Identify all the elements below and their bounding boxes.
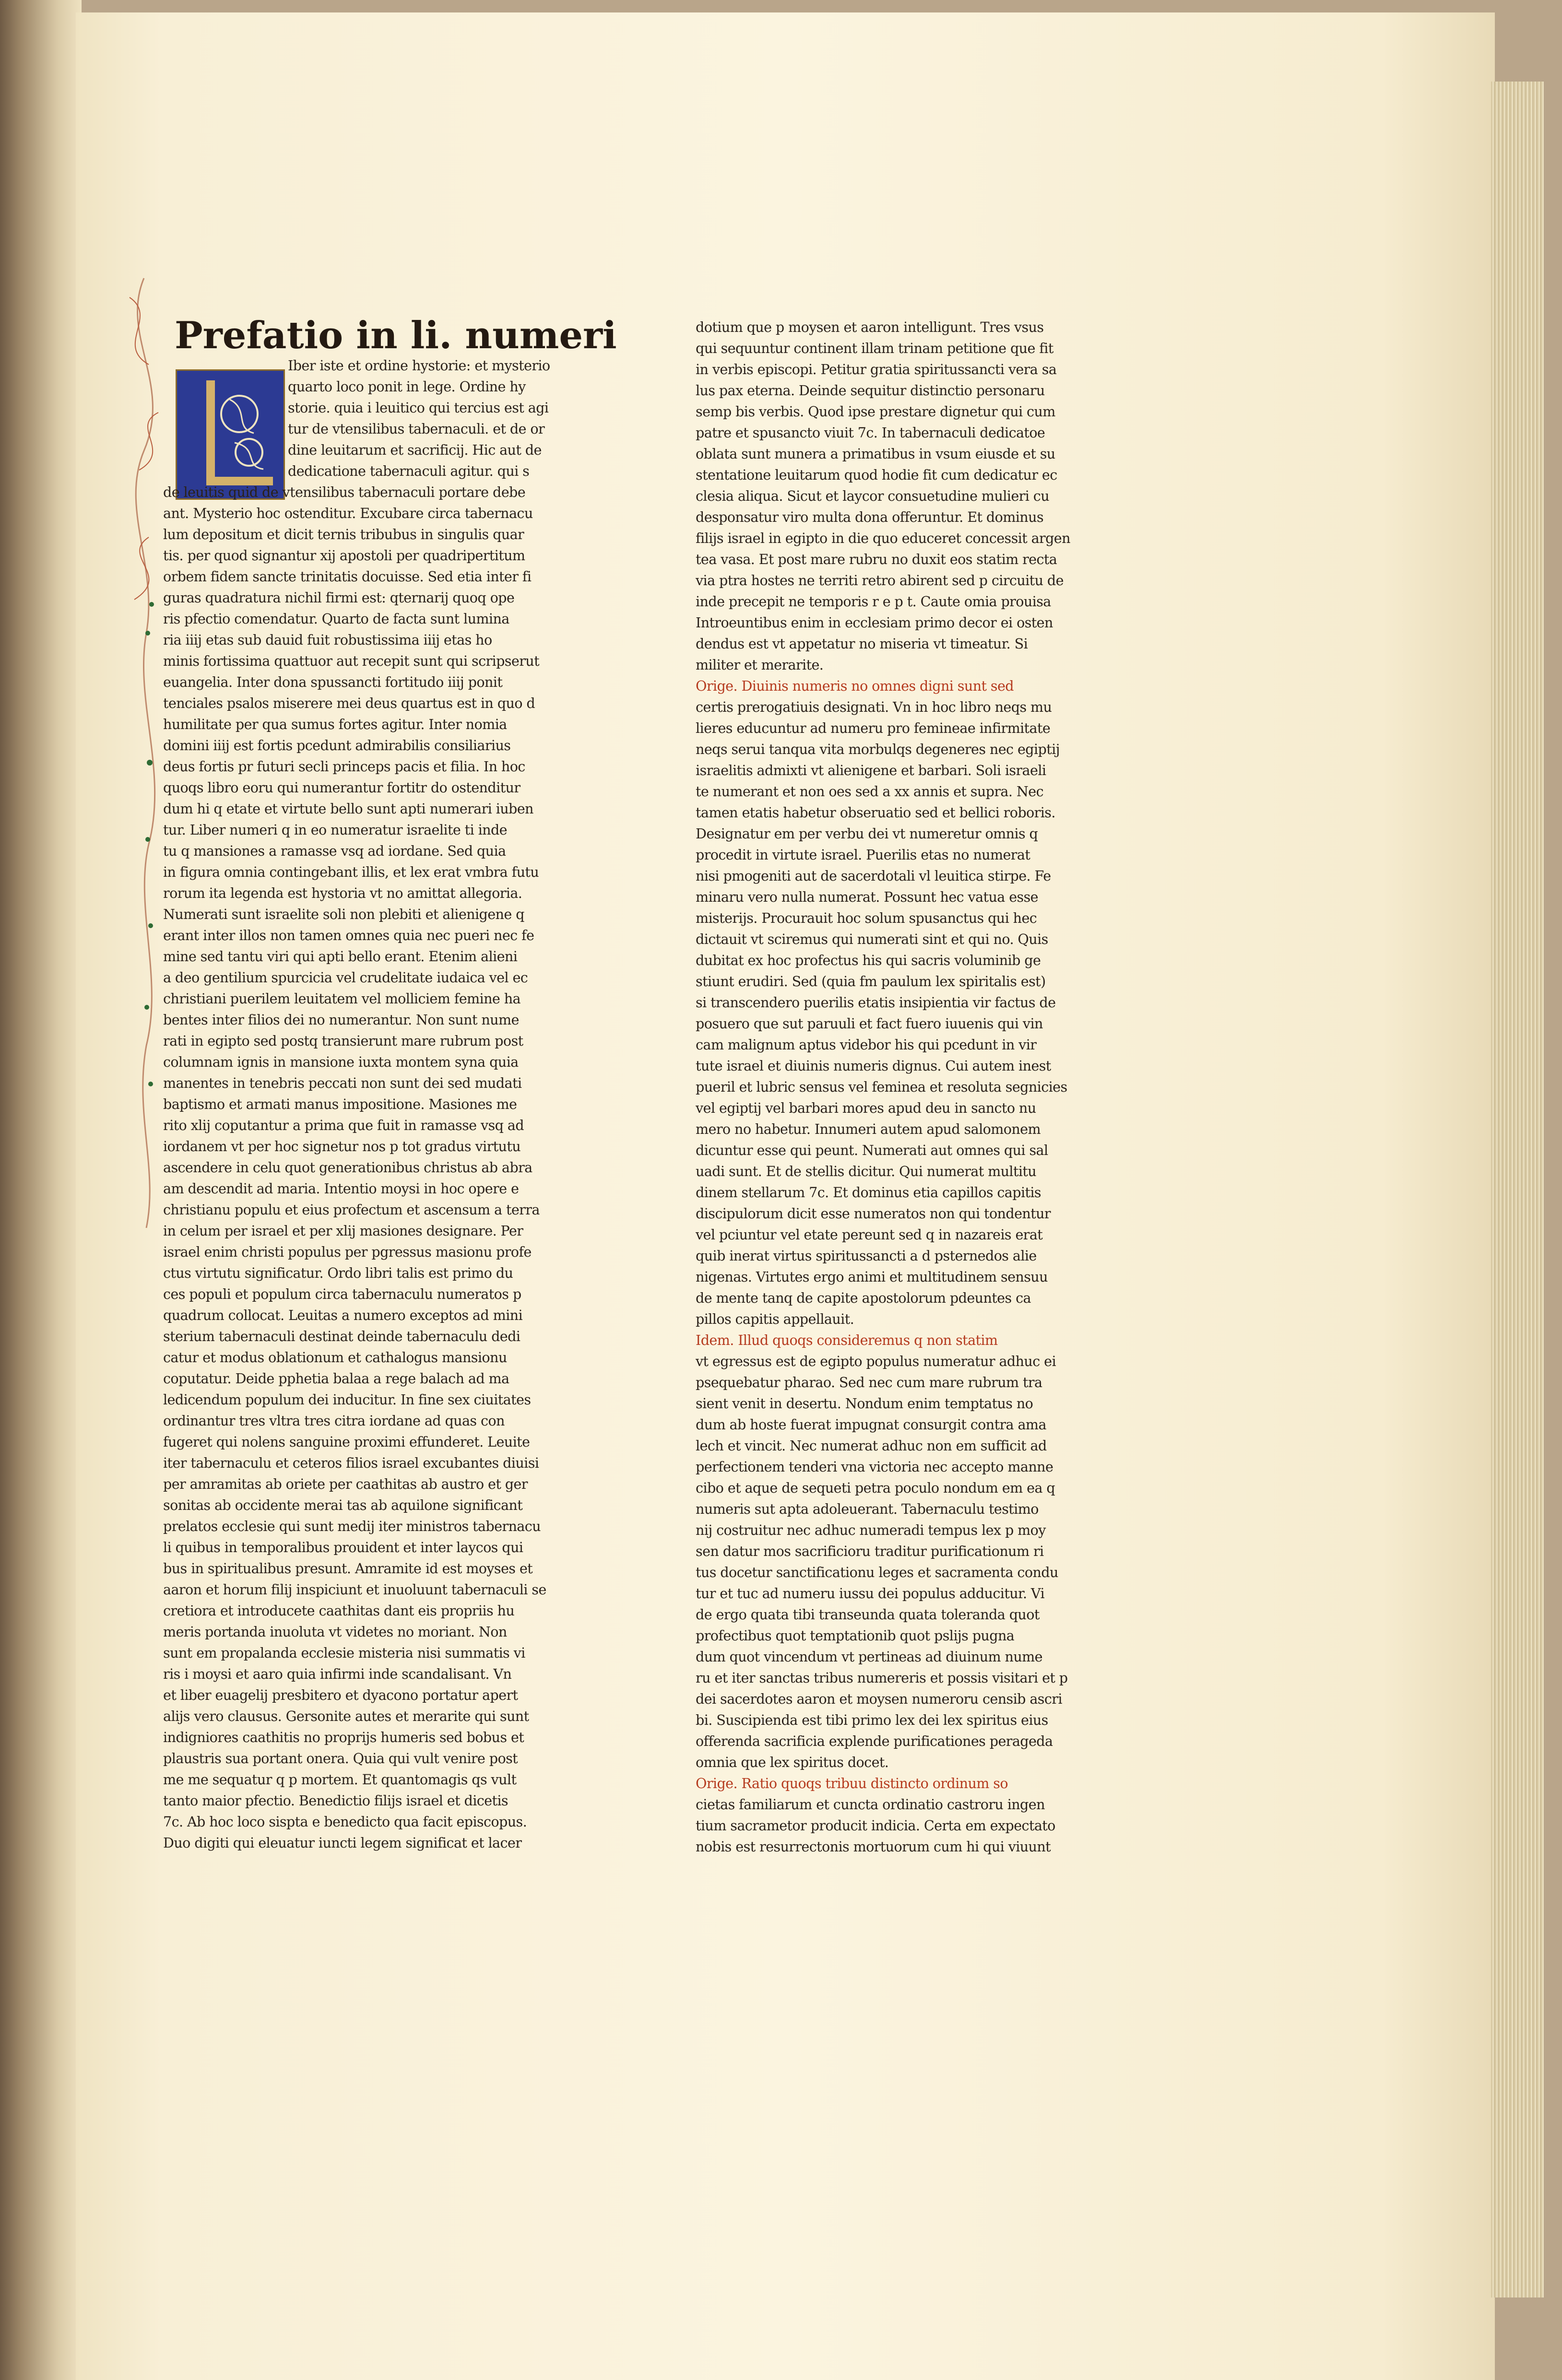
text-line: Idem. Illud quoqs consideremus q non statim bbox=[696, 1332, 998, 1348]
text-line: misterijs. Procurauit hoc solum spusanctus qui hec bbox=[696, 910, 1037, 926]
text-line: in celum per israel et per xlij masiones designare. Per bbox=[163, 1223, 523, 1239]
text-line: posuero que sut paruuli et fact fuero iuuenis qui vin bbox=[696, 1015, 1043, 1032]
text-line: stiunt erudiri. Sed (quia fm paulum lex spiritalis est) bbox=[696, 973, 1046, 990]
text-line: euangelia. Inter dona spussancti fortitudo iiij ponit bbox=[163, 674, 503, 690]
text-line: ria iiij etas sub dauid fuit robustissima iiij etas ho bbox=[163, 632, 492, 648]
text-line: israelitis admixti vt alienigene et barbari. Soli israeli bbox=[696, 762, 1046, 778]
text-line: tur. Liber numeri q in eo numeratur israelite ti inde bbox=[163, 822, 507, 838]
text-line: quib inerat virtus spiritussancti a d psternedos alie bbox=[696, 1248, 1037, 1264]
text-line: dicuntur esse qui peunt. Numerati aut omnes qui sal bbox=[696, 1142, 1048, 1158]
text-line: fugeret qui nolens sanguine proximi effunderet. Leuite bbox=[163, 1434, 530, 1450]
text-line: dei sacerdotes aaron et moysen numeroru censib ascri bbox=[696, 1691, 1062, 1707]
text-line: ordinantur tres vltra tres citra iordane ad quas con bbox=[163, 1413, 505, 1429]
text-line: certis prerogatiuis designati. Vn in hoc libro neqs mu bbox=[696, 699, 1052, 715]
text-line: baptismo et armati manus impositione. Masiones me bbox=[163, 1096, 517, 1112]
text-line: dotium que p moysen et aaron intelligunt. Tres vsus bbox=[696, 319, 1044, 335]
text-line: columnam ignis in mansione iuxta montem syna quia bbox=[163, 1054, 519, 1070]
text-line: sterium tabernaculi destinat deinde tabernaculu dedi bbox=[163, 1328, 521, 1344]
text-line: tur de vtensilibus tabernaculi. et de or bbox=[288, 421, 545, 437]
text-line: sient venit in desertu. Nondum enim temptatus no bbox=[696, 1395, 1033, 1412]
left-text-column bbox=[163, 355, 556, 1853]
text-line: dum ab hoste fuerat impugnat consurgit contra ama bbox=[696, 1416, 1046, 1433]
text-line: psequebatur pharao. Sed nec cum mare rubrum tra bbox=[696, 1374, 1042, 1390]
text-line: dubitat ex hoc profectus his qui sacris voluminib ge bbox=[696, 952, 1041, 968]
text-line: tamen etatis habetur obseruatio sed et bellici roboris. bbox=[696, 804, 1055, 821]
text-line: ctus virtutu significatur. Ordo libri talis est primo du bbox=[163, 1265, 513, 1281]
text-line: rati in egipto sed postq transierunt mare rubrum post bbox=[163, 1033, 523, 1049]
text-line: rito xlij coputantur a prima que fuit in ramasse vsq ad bbox=[163, 1117, 524, 1133]
right-text-column bbox=[696, 317, 1084, 1857]
text-line: aaron et horum filij inspiciunt et inuoluunt tabernaculi se bbox=[163, 1581, 546, 1598]
text-line: humilitate per qua sumus fortes agitur. Inter nomia bbox=[163, 716, 507, 732]
text-line: ris i moysi et aaro quia infirmi inde scandalisant. Vn bbox=[163, 1666, 512, 1682]
text-line: procedit in virtute israel. Puerilis etas no numerat bbox=[696, 847, 1030, 863]
text-line: rorum ita legenda est hystoria vt no amittat allegoria. bbox=[163, 885, 522, 901]
text-line: patre et spusancto viuit 7c. In tabernaculi dedicatoe bbox=[696, 424, 1045, 441]
text-line: via ptra hostes ne territi retro abirent sed p circuitu de bbox=[696, 572, 1064, 589]
fore-edge-pages bbox=[1491, 82, 1544, 2298]
text-line: lum depositum et dicit ternis tribubus in singulis quar bbox=[163, 526, 524, 542]
text-line: de ergo quata tibi transeunda quata toleranda quot bbox=[696, 1606, 1040, 1623]
text-line: lieres educuntur ad numeru pro femineae infirmitate bbox=[696, 720, 1051, 736]
text-line: ris pfectio comendatur. Quarto de facta sunt lumina bbox=[163, 611, 509, 627]
text-line: cam malignum aptus videbor his qui pcedunt in vir bbox=[696, 1037, 1037, 1053]
text-line: christianu populu et eius profectum et ascensum a terra bbox=[163, 1202, 540, 1218]
text-line: semp bis verbis. Quod ipse prestare dignetur qui cum bbox=[696, 403, 1055, 420]
text-line: Duo digiti qui eleuatur iuncti legem significat et lacer bbox=[163, 1835, 522, 1851]
text-line: deus fortis pr futuri secli princeps pacis et filia. In hoc bbox=[163, 758, 525, 775]
text-line: cibo et aque de sequeti petra poculo nondum em ea q bbox=[696, 1480, 1055, 1496]
text-line: dum hi q etate et virtute bello sunt apti numerari iuben bbox=[163, 801, 533, 817]
text-line: tus docetur sanctificationu leges et sacramenta condu bbox=[696, 1564, 1058, 1580]
text-line: guras quadratura nichil firmi est: qternarij quoq ope bbox=[163, 589, 515, 606]
text-line: catur et modus oblationum et cathalogus mansionu bbox=[163, 1349, 507, 1366]
text-line: tis. per quod signantur xij apostoli per quadripertitum bbox=[163, 547, 525, 564]
text-line: ledicendum populum dei inducitur. In fine sex ciuitates bbox=[163, 1391, 531, 1408]
text-line: ant. Mysterio hoc ostenditur. Excubare circa tabernacu bbox=[163, 505, 533, 521]
text-line: erant inter illos non tamen omnes quia nec pueri nec fe bbox=[163, 927, 534, 943]
text-line: tute israel et diuinis numeris dignus. Cui autem inest bbox=[696, 1058, 1051, 1074]
text-line: profectibus quot temptationib quot pslijs pugna bbox=[696, 1627, 1015, 1644]
text-line: si transcendero puerilis etatis insipientia vir factus de bbox=[696, 994, 1056, 1011]
text-line: quadrum collocat. Leuitas a numero exceptos ad mini bbox=[163, 1307, 522, 1323]
text-line: quoqs libro eoru qui numerantur fortitr do ostenditur bbox=[163, 779, 521, 796]
text-line: orbem fidem sancte trinitatis docuisse. Sed etia inter fi bbox=[163, 568, 532, 585]
text-line: Numerati sunt israelite soli non plebiti et alienigene q bbox=[163, 906, 524, 922]
text-line: dendus est vt appetatur no miseria vt timeatur. Si bbox=[696, 636, 1028, 652]
text-line: iordanem vt per hoc signetur nos p tot gradus virtutu bbox=[163, 1138, 521, 1155]
text-line: pueril et lubric sensus vel feminea et resoluta segnicies bbox=[696, 1079, 1067, 1095]
text-line: Orige. Diuinis numeris no omnes digni sunt sed bbox=[696, 678, 1014, 694]
text-line: nobis est resurrectonis mortuorum cum hi qui viuunt bbox=[696, 1838, 1051, 1855]
text-line: plaustris sua portant onera. Quia qui vult venire post bbox=[163, 1750, 518, 1767]
text-line: pillos capitis appellauit. bbox=[696, 1311, 854, 1327]
text-line: de leuitis quid de vtensilibus tabernaculi portare debe bbox=[163, 484, 526, 500]
text-line: tium sacrametor producit indicia. Certa em expectato bbox=[696, 1817, 1055, 1834]
text-line: domini iiij est fortis pcedunt admirabilis consiliarius bbox=[163, 737, 511, 754]
text-line: stentatione leuitarum quod hodie fit cum dedicatur ec bbox=[696, 467, 1057, 483]
text-line: lus pax eterna. Deinde sequitur distinctio personaru bbox=[696, 382, 1045, 399]
text-line: ru et iter sanctas tribus numereris et possis visitari et p bbox=[696, 1670, 1068, 1686]
text-line: a deo gentilium spurcicia vel crudelitate iudaica vel ec bbox=[163, 969, 528, 986]
text-line: cretiora et introducete caathitas dant eis propriis hu bbox=[163, 1602, 515, 1619]
text-line: nigenas. Virtutes ergo animi et multitudinem sensuu bbox=[696, 1269, 1048, 1285]
text-line: ascendere in celu quot generationibus christus ab abra bbox=[163, 1159, 532, 1176]
text-line: Iber iste et ordine hystorie: et mysterio bbox=[288, 357, 550, 374]
left-page-gutter bbox=[0, 0, 82, 2380]
text-line: am descendit ad maria. Intentio moysi in hoc opere e bbox=[163, 1180, 519, 1197]
text-line: dum quot vincendum vt pertineas ad diuinum nume bbox=[696, 1649, 1042, 1665]
text-line: coputatur. Deide pphetia balaa a rege balach ad ma bbox=[163, 1370, 509, 1387]
text-line: mero no habetur. Innumeri autem apud salomonem bbox=[696, 1121, 1041, 1137]
text-line: militer et merarite. bbox=[696, 657, 824, 673]
text-line: tenciales psalos miserere mei deus quartus est in quo d bbox=[163, 695, 535, 711]
text-line: vt egressus est de egipto populus numeratur adhuc ei bbox=[696, 1353, 1056, 1369]
text-line: minis fortissima quattuor aut recepit sunt qui scripserut bbox=[163, 653, 539, 669]
text-line: omnia que lex spiritus docet. bbox=[696, 1754, 889, 1770]
text-line: sonitas ab occidente merai tas ab aquilone significant bbox=[163, 1497, 523, 1513]
text-line: dedicatione tabernaculi agitur. qui s bbox=[288, 463, 530, 479]
text-line: sen datur mos sacrificioru traditur purificationum ri bbox=[696, 1543, 1044, 1559]
text-line: storie. quia i leuitico qui tercius est agi bbox=[288, 400, 549, 416]
text-line: vel pciuntur vel etate pereunt sed q in nazareis erat bbox=[696, 1226, 1043, 1243]
text-line: bentes inter filios dei no numerantur. Non sunt nume bbox=[163, 1012, 519, 1028]
text-line: in figura omnia contingebant illis, et lex erat vmbra futu bbox=[163, 864, 539, 880]
text-line: vel egiptij vel barbari mores apud deu in sancto nu bbox=[696, 1100, 1036, 1116]
text-line: meris portanda inuoluta vt videtes no moriant. Non bbox=[163, 1624, 507, 1640]
text-line: offerenda sacrificia explende purificationes perageda bbox=[696, 1733, 1053, 1749]
text-line: dine leuitarum et sacrificij. Hic aut de bbox=[288, 442, 542, 458]
text-line: nisi pmogeniti aut de sacerdotali vl leuitica stirpe. Fe bbox=[696, 868, 1051, 884]
text-line: mine sed tantu viri qui apti bello erant. Etenim alieni bbox=[163, 948, 518, 965]
text-line: indigniores caathitis no proprijs humeris sed bobus et bbox=[163, 1729, 524, 1745]
text-line: filijs israel in egipto in die quo educeret concessit argen bbox=[696, 530, 1070, 546]
text-line: minaru vero nulla numerat. Possunt hec vatua esse bbox=[696, 889, 1038, 905]
text-line: bi. Suscipienda est tibi primo lex dei lex spiritus eius bbox=[696, 1712, 1048, 1728]
text-line: discipulorum dicit esse numeratos non qui tondentur bbox=[696, 1205, 1051, 1222]
text-line: te numerant et non oes sed a xx annis et supra. Nec bbox=[696, 783, 1044, 800]
text-line: inde precepit ne temporis r e p t. Caute omia prouisa bbox=[696, 593, 1051, 610]
text-line: Introeuntibus enim in ecclesiam primo decor ei osten bbox=[696, 614, 1053, 631]
text-line: iter tabernaculu et ceteros filios israel excubantes diuisi bbox=[163, 1455, 539, 1471]
text-line: li quibus in temporalibus prouident et inter laycos qui bbox=[163, 1539, 523, 1555]
text-line: 7c. Ab hoc loco sispta e benedicto qua facit episcopus. bbox=[163, 1814, 527, 1830]
text-line: christiani puerilem leuitatem vel molliciem femine ha bbox=[163, 990, 521, 1007]
text-line: Orige. Ratio quoqs tribuu distincto ordinum so bbox=[696, 1775, 1008, 1791]
text-line: bus in spiritualibus presunt. Amramite id est moyses et bbox=[163, 1560, 533, 1577]
text-line: in verbis episcopi. Petitur gratia spiritussancti vera sa bbox=[696, 361, 1057, 377]
text-line: uadi sunt. Et de stellis dicitur. Qui numerat multitu bbox=[696, 1163, 1037, 1179]
text-line: israel enim christi populus per pgressus masionu profe bbox=[163, 1244, 532, 1260]
text-line: neqs serui tanqua vita morbulqs degeneres nec egiptij bbox=[696, 741, 1060, 757]
text-line: numeris sut apta adoleuerant. Tabernaculu testimo bbox=[696, 1501, 1039, 1517]
chapter-title: Prefatio in li. numeri bbox=[175, 314, 617, 357]
text-line: quarto loco ponit in lege. Ordine hy bbox=[288, 378, 526, 395]
text-line: qui sequuntur continent illam trinam petitione que fit bbox=[696, 340, 1053, 356]
text-line: clesia aliqua. Sicut et laycor consuetudine mulieri cu bbox=[696, 488, 1050, 504]
text-line: cietas familiarum et cuncta ordinatio castroru ingen bbox=[696, 1796, 1045, 1813]
text-line: lech et vincit. Nec numerat adhuc non em sufficit ad bbox=[696, 1437, 1047, 1454]
text-line: et liber euagelij presbitero et dyacono portatur apert bbox=[163, 1687, 518, 1703]
text-line: me me sequatur q p mortem. Et quantomagis qs vult bbox=[163, 1771, 517, 1788]
text-line: sunt em propalanda ecclesie misteria nisi summatis vi bbox=[163, 1645, 525, 1661]
text-line: de mente tanq de capite apostolorum pdeuntes ca bbox=[696, 1290, 1031, 1306]
text-line: tea vasa. Et post mare rubru no duxit eos statim recta bbox=[696, 551, 1057, 567]
text-line: tur et tuc ad numeru iussu dei populus adducitur. Vi bbox=[696, 1585, 1045, 1602]
text-line: tu q mansiones a ramasse vsq ad iordane. Sed quia bbox=[163, 843, 506, 859]
text-line: oblata sunt munera a primatibus in vsum eiusde et su bbox=[696, 446, 1055, 462]
text-line: desponsatur viro multa dona offeruntur. Et dominus bbox=[696, 509, 1044, 525]
text-line: Designatur em per verbu dei vt numeretur omnis q bbox=[696, 825, 1038, 842]
text-line: perfectionem tenderi vna victoria nec accepto manne bbox=[696, 1459, 1053, 1475]
text-line: alijs vero clausus. Gersonite autes et merarite qui sunt bbox=[163, 1708, 529, 1724]
text-line: per amramitas ab oriete per caathitas ab austro et ger bbox=[163, 1476, 528, 1492]
text-line: tanto maior pfectio. Benedictio filijs israel et dicetis bbox=[163, 1792, 508, 1809]
text-line: dictauit vt sciremus qui numerati sint et qui no. Quis bbox=[696, 931, 1048, 947]
text-line: manentes in tenebris peccati non sunt dei sed mudati bbox=[163, 1075, 522, 1091]
text-line: dinem stellarum 7c. Et dominus etia capillos capitis bbox=[696, 1184, 1041, 1201]
text-line: prelatos ecclesie qui sunt medij iter ministros tabernacu bbox=[163, 1518, 541, 1534]
text-line: nij costruitur nec adhuc numeradi tempus lex p moy bbox=[696, 1522, 1046, 1538]
text-line: ces populi et populum circa tabernaculu numeratos p bbox=[163, 1286, 521, 1302]
